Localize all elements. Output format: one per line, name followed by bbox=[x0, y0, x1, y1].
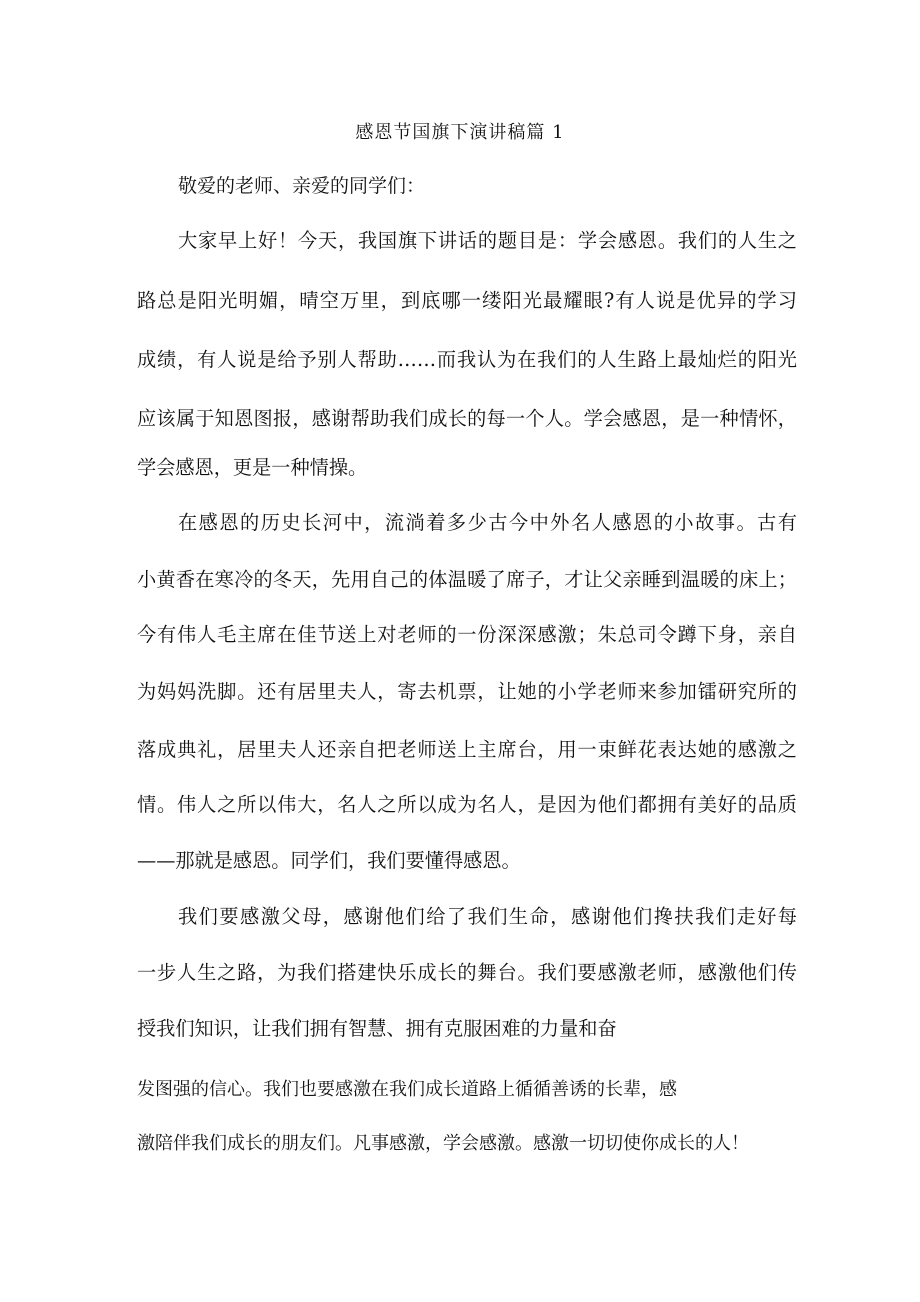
paragraph-line: 路总是阳光明媚，晴空万里，到底哪一缕阳光最耀眼?有人说是优异的学习 bbox=[137, 289, 797, 312]
paragraph-line: 大家早上好！今天，我国旗下讲话的题目是：学会感恩。我们的人生之 bbox=[178, 229, 797, 252]
paragraph-line: 激陪伴我们成长的朋友们。凡事感激，学会感激。感激一切切使你成长的人！ bbox=[137, 1133, 749, 1154]
document-title: 感恩节国旗下演讲稿篇 1 bbox=[355, 122, 565, 143]
paragraph-line: 情。伟人之所以伟大，名人之所以成为名人，是因为他们都拥有美好的品质 bbox=[137, 793, 797, 816]
paragraph-line: 应该属于知恩图报，感谢帮助我们成长的每一个人。学会感恩，是一种情怀， bbox=[137, 407, 797, 430]
paragraph-line: 发图强的信心。我们也要感激在我们成长道路上循循善诱的长辈，感 bbox=[137, 1079, 677, 1100]
salutation: 敬爱的老师、亲爱的同学们： bbox=[178, 175, 426, 197]
paragraph-line: 授我们知识，让我们拥有智慧、拥有克服困难的力量和奋 bbox=[137, 1017, 617, 1040]
paragraph-line: ——那就是感恩。同学们，我们要懂得感恩。 bbox=[137, 849, 521, 872]
paragraph-line: 成绩，有人说是给予别人帮助……而我认为在我们的人生路上最灿烂的阳光 bbox=[137, 348, 797, 371]
paragraph-line: 为妈妈洗脚。还有居里夫人，寄去机票，让她的小学老师来参加镭研究所的 bbox=[137, 680, 797, 703]
paragraph-line: 学会感恩，更是一种情操。 bbox=[137, 456, 368, 479]
paragraph-line: 小黄香在寒冷的冬天，先用自己的体温暖了席子，才让父亲睡到温暖的床上； bbox=[137, 568, 797, 591]
paragraph-line: 落成典礼，居里夫人还亲自把老师送上主席台，用一束鲜花表达她的感激之 bbox=[137, 738, 797, 761]
paragraph-line: 在感恩的历史长河中，流淌着多少古今中外名人感恩的小故事。古有 bbox=[178, 511, 797, 534]
paragraph-line: 今有伟人毛主席在佳节送上对老师的一份深深感激；朱总司令蹲下身，亲自 bbox=[137, 623, 797, 646]
paragraph-line: 一步人生之路，为我们搭建快乐成长的舞台。我们要感激老师，感激他们传 bbox=[137, 961, 797, 984]
paragraph-line: 我们要感激父母，感谢他们给了我们生命，感谢他们搀扶我们走好每 bbox=[178, 905, 797, 928]
